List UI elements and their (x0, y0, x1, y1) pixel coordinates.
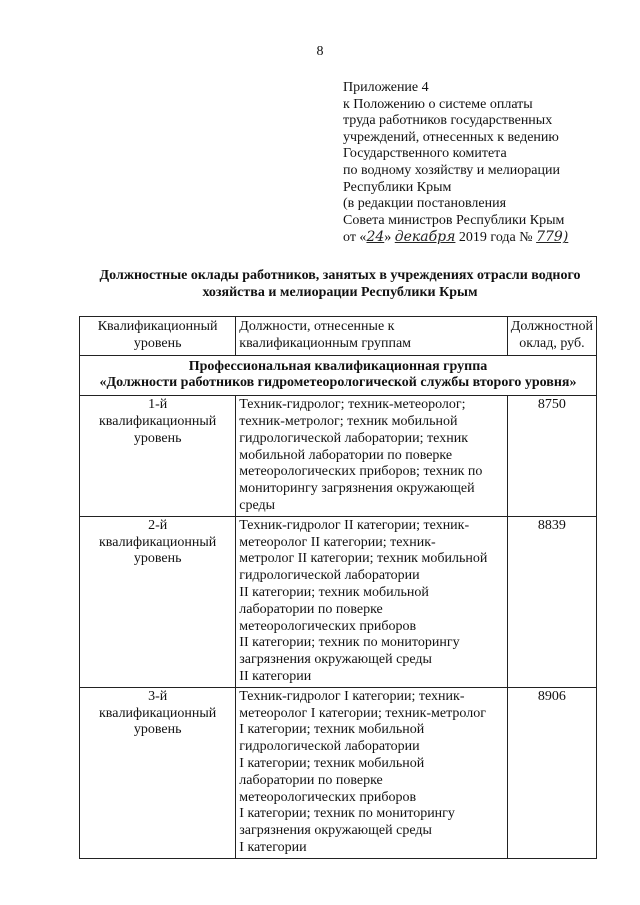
position-line: Техник-гидролог II категории; техник- (239, 517, 470, 533)
page-number: 8 (316, 44, 324, 59)
level-text: 3-й (148, 688, 168, 704)
level-cell (80, 687, 236, 858)
header-level: Квалификационный уровень (80, 317, 236, 356)
handwritten-day: 24 (366, 229, 385, 246)
level-cell (80, 516, 236, 687)
positions-cell (236, 396, 508, 517)
position-line: лаборатории по поверке (239, 601, 383, 617)
appendix-line: Государственного комитета (343, 146, 507, 162)
position-line: загрязнения окружающей среды (239, 652, 432, 668)
appendix-line: по водному хозяйству и мелиорации (343, 162, 560, 178)
level-text: квалификационный (99, 413, 217, 429)
appendix-line: к Положению о системе оплаты (343, 96, 533, 112)
salary-cell: 8839 (507, 516, 596, 687)
position-line: II категории; техник по мониторингу (239, 635, 460, 651)
date-mid: » (384, 230, 395, 246)
position-line: I категории; техник мобильной (239, 722, 425, 738)
position-line: метролог II категории; техник мобильной (239, 551, 488, 567)
group-cell (80, 355, 597, 396)
table-row (80, 687, 597, 858)
appendix-line: учреждений, отнесенных к ведению (343, 129, 559, 145)
position-line: гидрологической лаборатории (239, 739, 420, 755)
position-line: загрязнения окружающей среды (239, 823, 432, 839)
position-line: I категории; техник по мониторингу (239, 806, 455, 822)
group-row (80, 355, 597, 396)
header-positions: Должности, отнесенные к квалификационным группам (236, 317, 508, 356)
level-text: уровень (133, 722, 182, 738)
position-line: мобильной лаборатории по поверке (239, 447, 453, 463)
position-line: техник-метролог; техник мобильной (239, 413, 458, 429)
level-text: уровень (133, 551, 182, 567)
salary-cell: 8750 (507, 396, 596, 517)
resolution-date-line (343, 229, 633, 247)
position-line: метеорологических приборов; техник по (239, 464, 483, 480)
position-line: метеоролог I категории; техник-метролог (239, 705, 486, 721)
position-line: мониторингу загрязнения окружающей (239, 481, 475, 497)
position-line: лаборатории по поверке (239, 772, 383, 788)
header-salary: Должностной оклад, руб. (507, 317, 596, 356)
position-line: I категории (239, 839, 307, 855)
position-line: метеорологических приборов (239, 789, 417, 805)
table-row (80, 396, 597, 517)
level-text: квалификационный (99, 705, 217, 721)
appendix-line: Приложение 4 (343, 80, 429, 95)
level-text: уровень (133, 430, 182, 446)
level-text: квалификационный (99, 534, 217, 550)
group-subtitle: «Должности работников гидрометеорологической службы второго уровня» (99, 375, 577, 391)
position-line: гидрологической лаборатории; техник (239, 430, 468, 446)
level-cell (80, 396, 236, 517)
position-line: Техник-гидролог I категории; техник- (239, 688, 465, 704)
positions-cell (236, 516, 508, 687)
positions-cell (236, 687, 508, 858)
group-title: Профессиональная квалификационная группа (188, 358, 488, 374)
position-line: II категории (239, 668, 312, 684)
handwritten-number: 779) (536, 229, 569, 246)
appendix-line: труда работников государственных (343, 113, 553, 129)
level-text: 2-й (148, 517, 168, 533)
salary-cell: 8906 (507, 687, 596, 858)
table-header-row (80, 317, 597, 356)
position-line: гидрологической лаборатории (239, 568, 420, 584)
table-row (80, 516, 597, 687)
position-line: II категории; техник мобильной (239, 584, 429, 600)
position-line: метеоролог II категории; техник- (239, 534, 436, 550)
handwritten-month: декабря (394, 229, 456, 246)
salary-table (79, 316, 597, 859)
appendix-line: Республики Крым (343, 179, 452, 195)
position-line: среды (239, 497, 276, 513)
appendix-block (343, 80, 633, 247)
position-line: метеорологических приборов (239, 618, 417, 634)
date-year: 2019 года № (455, 230, 537, 246)
position-line: Техник-гидролог; техник-метеоролог; (239, 397, 466, 413)
level-text: 1-й (148, 397, 168, 413)
document-title: Должностные оклады работников, занятых в учреждениях отрасли водного хозяйства и мелиорации Республики Крым (99, 268, 581, 300)
position-line: I категории; техник мобильной (239, 755, 425, 771)
date-prefix: от « (343, 230, 367, 246)
appendix-line: (в редакции постановления (343, 196, 507, 212)
appendix-line: Совета министров Республики Крым (343, 212, 565, 228)
